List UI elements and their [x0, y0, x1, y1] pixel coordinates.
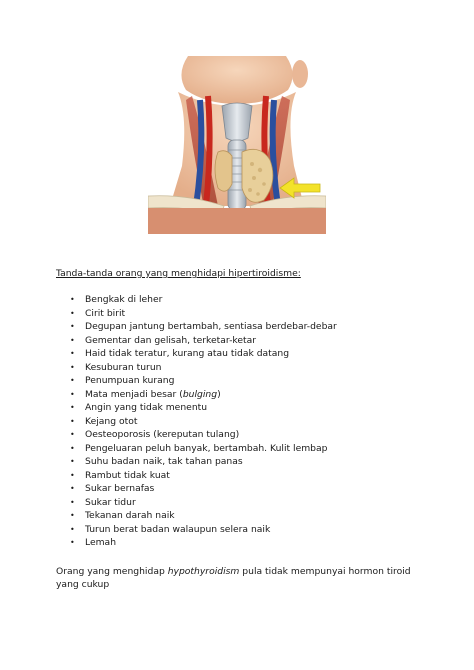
list-item [56, 401, 436, 415]
list-item [56, 388, 436, 402]
section-heading: Tanda-tanda orang yang menghidapi hipertiroidisme: [56, 268, 301, 279]
bullet-icon: • [70, 457, 75, 466]
bullet-icon: • [70, 443, 75, 453]
list-item-text: Sukar bernafas [85, 483, 155, 494]
footer-italic-term: hypothyroidism [167, 566, 240, 578]
bullet-icon: • [70, 524, 75, 534]
bullet-icon: • [70, 497, 75, 507]
bullet-icon: • [70, 403, 75, 412]
ear [292, 60, 308, 88]
chest [148, 208, 326, 234]
footer-text-after: pula tidak mempunyai hormon tiroid yang cukup [56, 566, 411, 591]
list-item [56, 509, 436, 523]
bullet-icon: • [70, 295, 75, 304]
bullet-icon: • [70, 470, 75, 480]
list-item [56, 428, 436, 442]
list-item [56, 469, 436, 483]
list-item-text: Tekanan darah naik [85, 510, 175, 521]
bullet-icon: • [70, 322, 75, 331]
list-item-text: Rambut tidak kuat [85, 469, 170, 481]
list-item [56, 307, 436, 321]
list-item [56, 347, 436, 361]
list-item [56, 334, 436, 348]
bullet-icon: • [70, 511, 75, 520]
list-item [56, 496, 436, 510]
bullet-icon: • [70, 376, 75, 385]
bullet-icon: • [70, 389, 75, 399]
list-item [56, 523, 436, 537]
list-item-text: Haid tidak teratur, kurang atau tidak datang [85, 348, 290, 359]
list-item [56, 293, 436, 307]
list-item-after: ) [217, 388, 221, 400]
list-item [56, 415, 436, 429]
list-item [56, 536, 436, 550]
list-item-text: Kesuburan turun [85, 361, 162, 373]
bullet-icon: • [70, 349, 75, 358]
bullet-icon: • [70, 484, 75, 493]
list-item [56, 361, 436, 375]
list-item-text: Sukar tidur [85, 496, 136, 508]
list-item [56, 374, 436, 388]
list-item-text: Mata menjadi besar ( [85, 388, 183, 400]
list-item-text: Oesteoporosis (kereputan tulang) [85, 429, 240, 440]
bullet-icon: • [70, 416, 75, 426]
list-item [56, 482, 436, 496]
list-item-text: Penumpuan kurang [85, 375, 175, 386]
list-item-text: Turun berat badan walaupun selera naik [85, 523, 271, 535]
thyroid-anatomy-illustration [148, 56, 326, 234]
head-outline [181, 56, 292, 104]
bullet-icon: • [70, 335, 75, 345]
list-item-text: Lemah [85, 537, 117, 548]
list-item-text: Pengeluaran peluh banyak, bertambah. Kulit lembap [85, 442, 328, 454]
bullet-icon: • [70, 362, 75, 372]
bullet-icon: • [70, 308, 75, 318]
list-item-text: Degupan jantung bertambah, sentiasa berdebar-debar [85, 321, 337, 332]
list-item-text: Cirit birit [85, 307, 126, 319]
list-item-text: Bengkak di leher [85, 294, 163, 305]
thyroid-left-lobe [215, 151, 232, 192]
list-item-text: Kejang otot [85, 415, 138, 427]
footer-text-before: Orang yang menghidap [56, 566, 168, 578]
symptom-list [56, 293, 436, 550]
bullet-icon: • [70, 430, 75, 439]
list-item [56, 455, 436, 469]
list-item-text: Suhu badan naik, tak tahan panas [85, 456, 243, 467]
list-item [56, 442, 436, 456]
list-item [56, 320, 436, 334]
artery-left [206, 96, 210, 206]
larynx [222, 103, 252, 141]
list-item-italic: bulging [182, 388, 218, 400]
list-item-text: Angin yang tidak menentu [85, 402, 208, 413]
bullet-icon: • [70, 538, 75, 547]
footer-note [56, 565, 426, 591]
list-item-text: Gementar dan gelisah, terketar-ketar [85, 334, 257, 346]
